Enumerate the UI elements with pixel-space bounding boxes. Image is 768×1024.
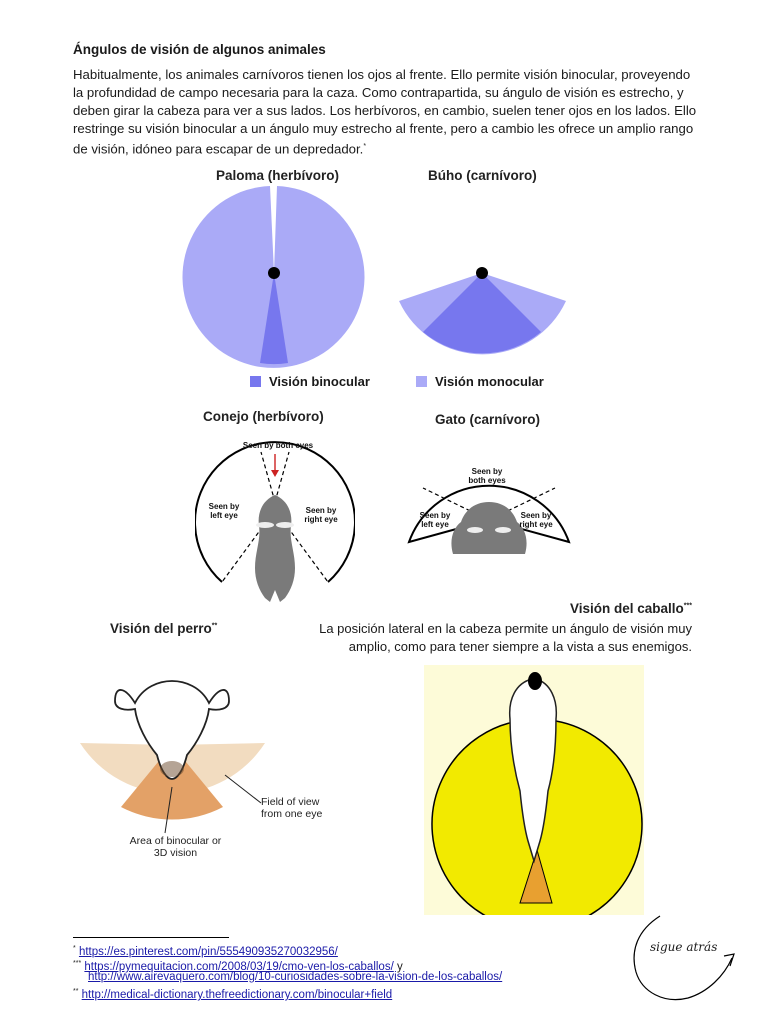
gato-right-eye-label: Seen by right eye [519, 511, 553, 529]
gato-right-eye [495, 527, 511, 533]
arrow-curve [634, 916, 732, 1000]
footnote-1-link[interactable]: https://es.pinterest.com/pin/555490935270032956/ [78, 945, 338, 958]
footnote-3 [73, 985, 392, 1002]
gato-both-eyes-label: Seen by both eyes [468, 467, 506, 485]
intro-footnote-mark: * [363, 143, 367, 150]
legend-binocular-label: Visión binocular [269, 374, 370, 389]
conejo-both-eyes-label: Seen by both eyes [242, 441, 314, 450]
caballo-caption: La posición lateral en la cabeza permite un ángulo de visión muy amplio, como para tener siempre a la vista a sus enemigos. [319, 621, 692, 654]
legend-binocular [250, 374, 370, 389]
perro-footnote-mark: ** [211, 622, 218, 630]
perro-field-one-eye-label: Field of view from one eye [261, 796, 323, 820]
legend-monocular-swatch [416, 376, 427, 387]
conejo-right-eye-label: Seen by right eye [304, 506, 338, 524]
conejo-silhouette [255, 495, 295, 602]
intro-text: Habitualmente, los animales carnívoros tienen los ojos al frente. Ello permite visión binocular, proveyendo la profundidad de campo necesaria para la caza. Como contrapartida, su ángulo de visión es estrecho, y deben girar la cabeza para ver a sus lados. Los herbívoros, en cambio, suelen tener ojos en los lados. Ello restringe su visión binocular a un ángulo muy estrecho al frente, pero a cambio les ofrece un amplio rango de visión, idóneo para escapar de un depredador. [73, 67, 697, 157]
footnote-2-link-1[interactable]: https://pymequitacion.com/2008/03/19/cmo-ven-los-caballos/ [84, 960, 394, 973]
caballo-label-text: Visión del caballo [570, 601, 684, 616]
conejo-label: Conejo (herbívoro) [203, 409, 324, 424]
caballo-diagram [424, 665, 644, 915]
gato-left-eye-label: Seen by left eye [419, 511, 451, 529]
conejo-binocular-right [275, 452, 289, 502]
perro-diagram [75, 675, 325, 860]
footnote-2-continued [88, 971, 502, 984]
footnote-2-joiner: y [396, 960, 403, 973]
perro-field-pointer [225, 775, 261, 803]
footnote-2-mark: *** [73, 960, 82, 967]
conejo-left-ear [256, 522, 274, 528]
caballo-tail [528, 672, 542, 690]
buho-diagram [395, 265, 570, 365]
conejo-arrowhead [271, 470, 279, 477]
perro-nose [160, 761, 184, 777]
legend-binocular-swatch [250, 376, 261, 387]
page-title: Ángulos de visión de algunos animales [73, 42, 326, 57]
conejo-left-eye-label: Seen by left eye [208, 502, 240, 520]
caballo-label [570, 601, 692, 616]
conejo-right-ear [276, 522, 294, 528]
handwritten-arrow [628, 912, 738, 1012]
paloma-head-dot [268, 267, 280, 279]
caballo-footnote-mark: *** [683, 602, 692, 610]
handwritten-note: sigue atrás [650, 940, 718, 954]
footnote-separator [73, 937, 229, 938]
buho-label: Búho (carnívoro) [428, 168, 537, 183]
buho-head-dot [476, 267, 488, 279]
perro-label [110, 621, 217, 636]
footnote-3-link[interactable]: http://medical-dictionary.thefreedictionary.com/binocular+field [81, 988, 393, 1001]
paloma-diagram [180, 185, 370, 375]
paloma-label: Paloma (herbívoro) [216, 168, 340, 183]
footnote-1-mark: * [73, 945, 76, 952]
legend-monocular [416, 374, 544, 389]
gato-label: Gato (carnívoro) [435, 412, 541, 427]
intro-paragraph [73, 66, 703, 158]
footnote-2-link-2[interactable]: http://www.airevaquero.com/blog/10-curiosidades-sobre-la-vision-de-los-caballos/ [88, 971, 503, 983]
gato-left-eye [467, 527, 483, 533]
perro-label-text: Visión del perro [110, 621, 212, 636]
perro-binocular-area-label: Area of binocular or 3D vision [129, 835, 222, 859]
legend-monocular-label: Visión monocular [435, 374, 544, 389]
footnote-3-mark: ** [73, 988, 79, 995]
conejo-binocular-left [261, 452, 275, 502]
